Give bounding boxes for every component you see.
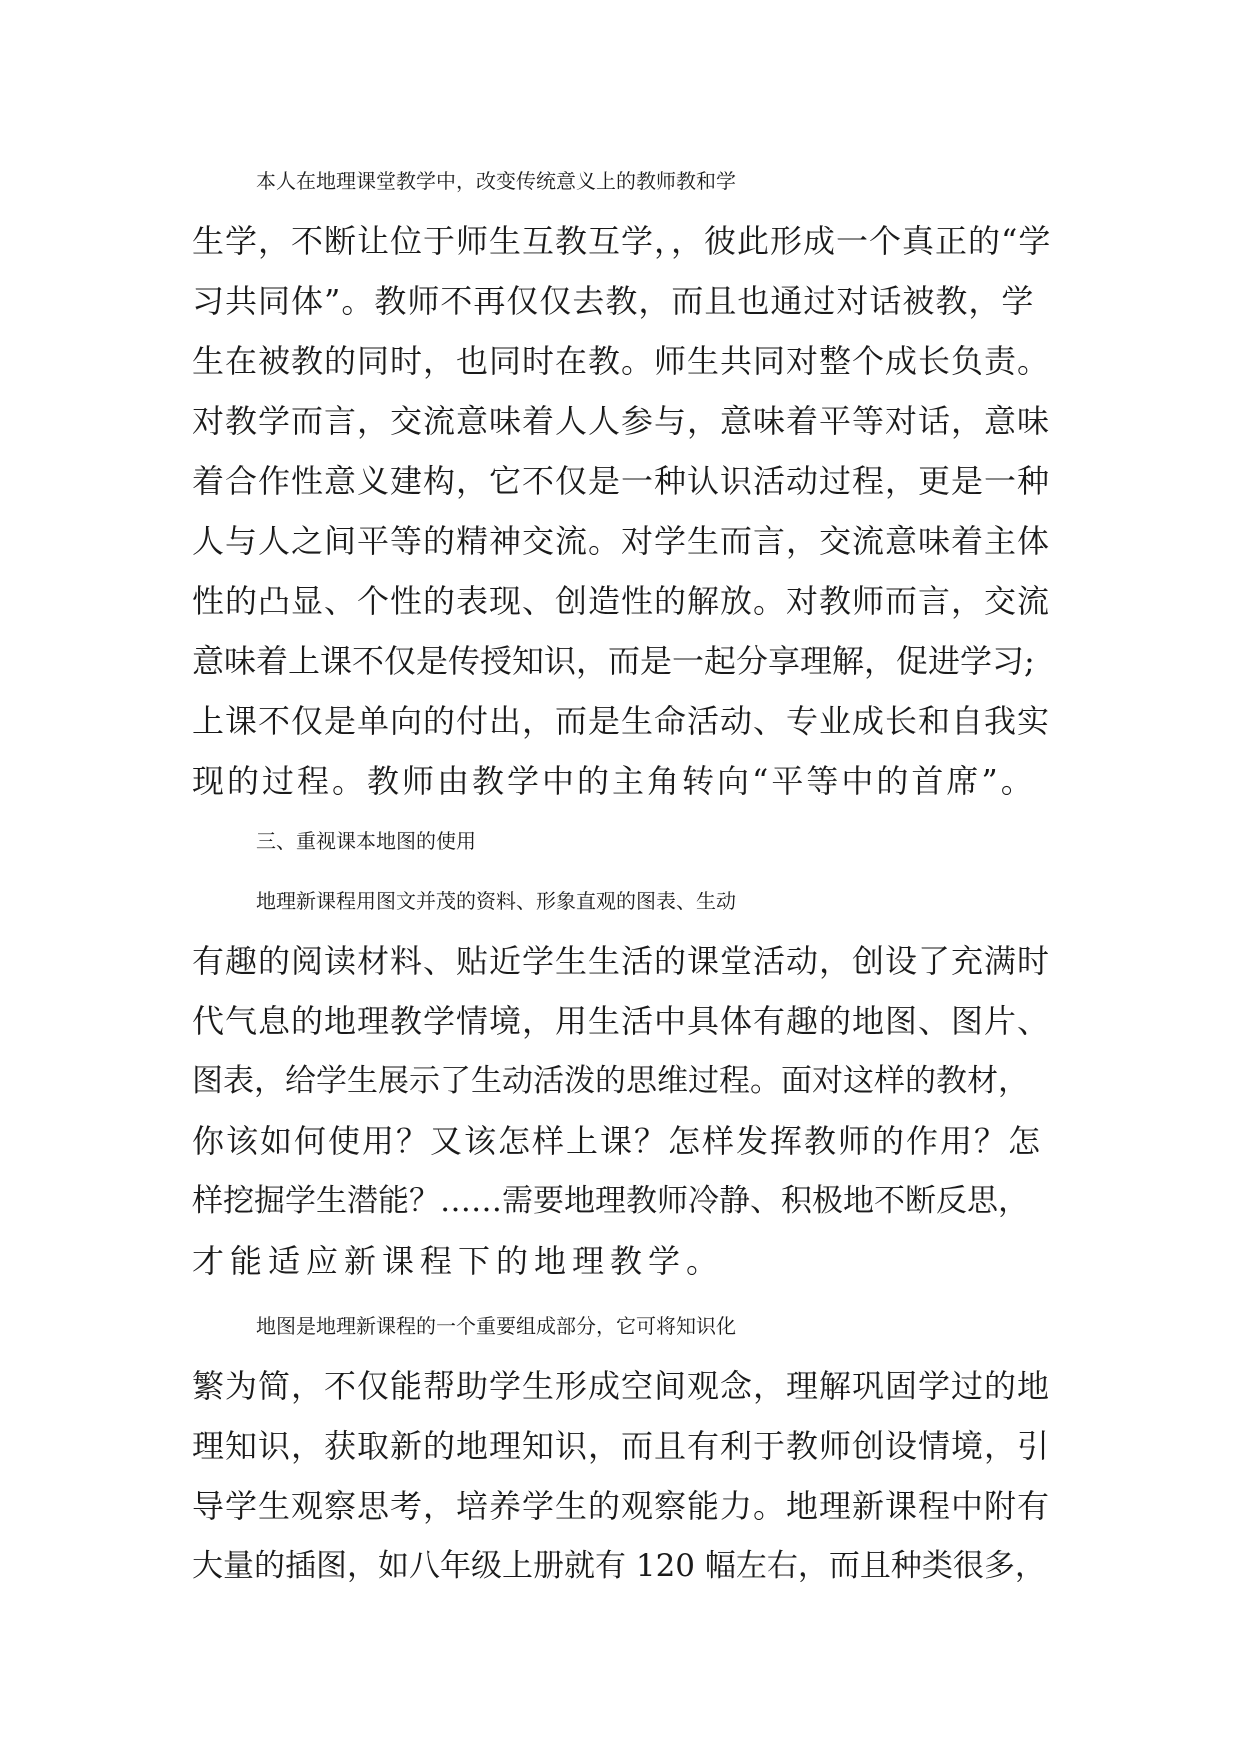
paragraph-3-line-2: 繁为简，不仅能帮助学生形成空间观念，理解巩固学过的地 (192, 1367, 1051, 1405)
paragraph-1-line-10: 上课不仅是单向的付出，而是生命活动、专业成长和自我实 (192, 702, 1051, 740)
section-heading: 三、重视课本地图的使用 (256, 829, 476, 853)
paragraph-3-line-1: 地图是地理新课程的一个重要组成部分，它可将知识化 (256, 1314, 736, 1338)
paragraph-1-line-7: 人与人之间平等的精神交流。对学生而言，交流意味着主体 (192, 522, 1051, 560)
paragraph-2-line-5: 你该如何使用？又该怎样上课？怎样发挥教师的作用？怎 (192, 1122, 1043, 1160)
paragraph-2-line-1: 地理新课程用图文并茂的资料、形象直观的图表、生动 (256, 889, 736, 913)
paragraph-2-line-4: 图表，给学生展示了生动活泼的思维过程。面对这样的教材， (192, 1063, 1029, 1099)
paragraph-1-line-8: 性的凸显、个性的表现、创造性的解放。对教师而言，交流 (192, 582, 1051, 620)
paragraph-2-line-3: 代气息的地理教学情境，用生活中具体有趣的地图、图片、 (192, 1002, 1051, 1040)
paragraph-1-line-9: 意味着上课不仅是传授知识，而是一起分享理解，促进学习; (192, 642, 1035, 680)
paragraph-2-line-2: 有趣的阅读材料、贴近学生生活的课堂活动，创设了充满时 (192, 942, 1051, 980)
paragraph-1-line-5: 对教学而言，交流意味着人人参与，意味着平等对话，意味 (192, 402, 1051, 440)
paragraph-1-line-6: 着合作性意义建构，它不仅是一种认识活动过程，更是一种 (192, 462, 1051, 500)
paragraph-1-line-2: 生学，不断让位于师生互教互学，，彼此形成一个真正的“学 (192, 222, 1052, 260)
paragraph-3-line-5: 大量的插图，如八年级上册就有 120 幅左右，而且种类很多， (192, 1548, 1046, 1584)
paragraph-3-line-4: 导学生观察思考，培养学生的观察能力。地理新课程中附有 (192, 1487, 1051, 1525)
paragraph-2-line-6: 样挖掘学生潜能？……需要地理教师冷静、积极地不断反思， (192, 1183, 1029, 1219)
paragraph-1-line-1: 本人在地理课堂教学中，改变传统意义上的教师教和学 (256, 169, 736, 193)
paragraph-1-line-4: 生在被教的同时，也同时在教。师生共同对整个成长负责。 (192, 342, 1051, 380)
paragraph-1-line-11: 现的过程。教师由教学中的主角转向“平等中的首席”。 (192, 762, 1036, 800)
paragraph-2-line-7: 才能适应新课程下的地理教学。 (192, 1242, 725, 1280)
paragraph-3-line-3: 理知识，获取新的地理知识，而且有利于教师创设情境，引 (192, 1427, 1051, 1465)
paragraph-1-line-3: 习共同体”。教师不再仅仅去教，而且也通过对话被教，学 (192, 282, 1035, 320)
